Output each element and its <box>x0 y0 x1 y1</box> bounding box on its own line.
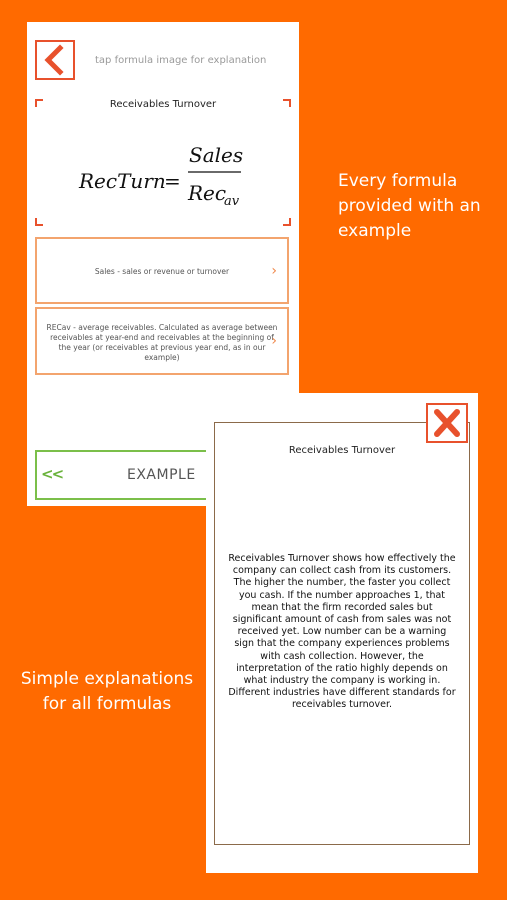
chevron-right-icon: › <box>271 333 277 349</box>
formula-image[interactable] <box>67 134 267 224</box>
variable-recav-text: RECav - average receivables. Calculated as average between receivables at year-end and receivables at the beginning of the year (or receivables at previous year end, as in our example) <box>46 323 278 362</box>
back-button[interactable] <box>35 40 75 80</box>
variable-sales[interactable] <box>35 237 289 304</box>
chevron-right-icon: › <box>271 263 277 279</box>
frame-corner <box>283 218 291 226</box>
explanation-title: Receivables Turnover <box>288 445 396 456</box>
formula-numerator: Sales <box>189 143 244 167</box>
formula-lhs: RecTurn <box>79 169 166 193</box>
formula-subscript: av <box>224 194 240 209</box>
example-label: EXAMPLE <box>127 467 196 483</box>
close-button[interactable] <box>426 403 468 443</box>
explanation-text: Receivables Turnover shows how effectively the company can collect cash from its customers. The higher the number, the faster you collect you cash. If the number approaches 1, that mean that the firm recorded sales but significant amount of cash from sales was not received yet. Low number can be a warning sign that the company experiences problems with cash collection. However, the interpretation of the ratio highly depends on what industry the company is working in. Different industries have different standards for receivables turnover. <box>228 553 456 711</box>
formula-denominator: Rec <box>188 181 227 205</box>
explanation-panel <box>214 422 470 845</box>
caption-simple-explanations: Simple explanations for all formulas <box>20 669 194 714</box>
close-icon <box>428 405 466 441</box>
chevron-left-icon <box>37 42 73 78</box>
formula-equals: = <box>164 169 181 193</box>
variable-sales-text: Sales - sales or revenue or turnover <box>94 267 230 276</box>
hint-text: tap formula image for explanation <box>95 55 267 66</box>
explanation-screen <box>206 393 478 873</box>
frame-corner <box>35 218 43 226</box>
variable-recav[interactable] <box>35 307 289 375</box>
double-chevron-left-icon: << <box>41 465 63 483</box>
formula-title: Receivables Turnover <box>109 99 217 110</box>
caption-every-formula: Every formula provided with an example <box>338 171 481 241</box>
